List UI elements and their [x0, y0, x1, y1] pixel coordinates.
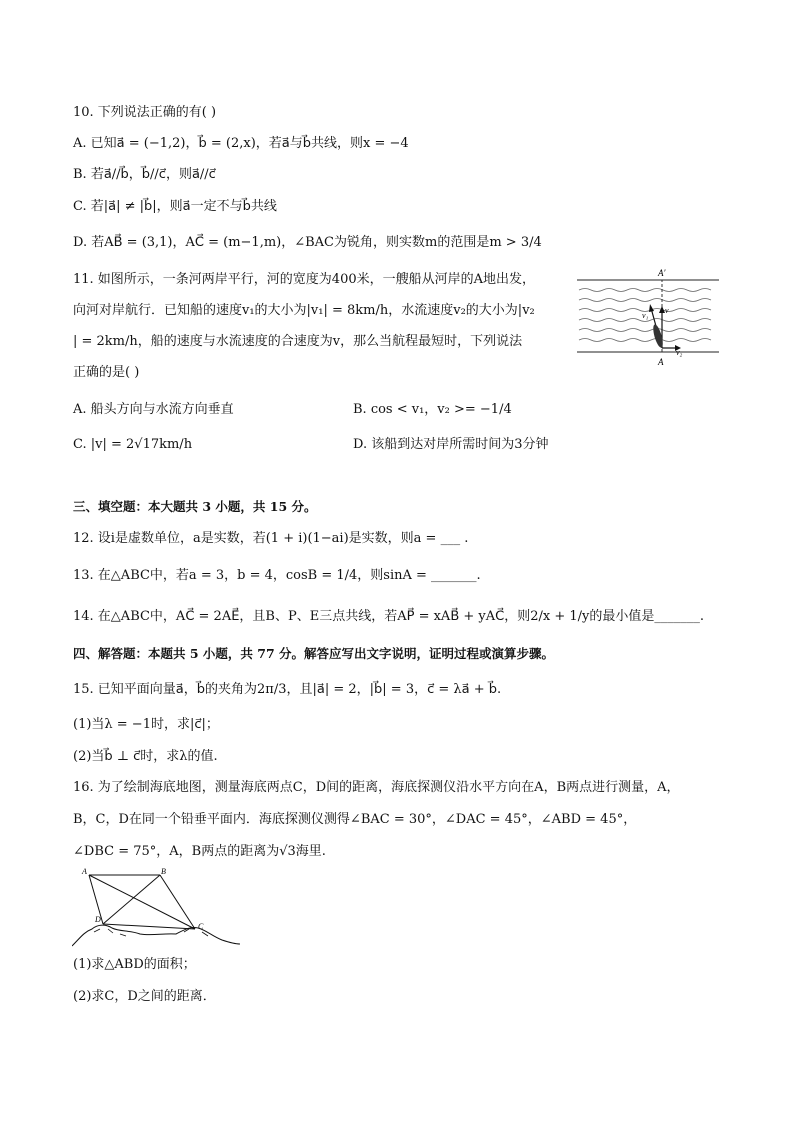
q11-line-2: 向河对岸航行．已知船的速度v₁的大小为|v₁| = 8km/h，水流速度v₂的大小为|v₂ — [73, 303, 535, 318]
label-a: A — [82, 867, 87, 876]
label-v2: v₂ — [676, 348, 683, 357]
q11-line-3: | = 2km/h，船的速度与水流速度的合速度为v，那么当航程最短时，下列说法 — [73, 334, 523, 349]
label-v: v — [665, 306, 669, 315]
q16-line-3: ∠DBC = 75°，A，B两点的距离为√3海里. — [73, 844, 326, 859]
label-v1: v₁ — [642, 311, 649, 320]
river-figure — [577, 266, 719, 368]
q15-part-1: (1)当λ = −1时，求|c⃗|； — [73, 717, 219, 732]
q16-part-1: (1)求△ABD的面积； — [73, 957, 196, 972]
seabed-figure — [72, 866, 242, 948]
q16-line-1: 16. 为了绘制海底地图，测量海底两点C，D间的距离，海底探测仪沿水平方向在A，B两点进行测量，A， — [73, 780, 680, 795]
boat-icon — [651, 324, 664, 349]
q13: 13. 在△ABC中，若a = 3，b = 4，cosB = 1/4，则sinA = _______. — [73, 568, 481, 583]
q11-option-c: C. |v| = 2√17km/h — [73, 437, 193, 452]
q11-option-d: D. 该船到达对岸所需时间为3分钟 — [353, 437, 549, 452]
q11-option-a: A. 船头方向与水流方向垂直 — [73, 402, 234, 417]
q10-option-c: C. 若|a⃗| ≠ |b⃗|，则a⃗一定不与b⃗共线 — [73, 199, 277, 214]
q15-stem: 15. 已知平面向量a⃗，b⃗的夹角为2π/3，且|a⃗| = 2，|b⃗| = 3，c⃗ = λa⃗ + b⃗. — [73, 682, 502, 697]
label-b: B — [161, 867, 166, 876]
section-4-heading: 四、解答题：本题共 5 小题，共 77 分。解答应写出文字说明，证明过程或演算步骤。 — [73, 646, 555, 661]
q15-part-2: (2)当b⃗ ⊥ c⃗时，求λ的值. — [73, 749, 218, 764]
label-d: D — [95, 915, 101, 924]
q14: 14. 在△ABC中，AC⃗ = 2AE⃗，且B、P、E三点共线，若AP⃗ = xAB⃗ + yAC⃗，则2/x + 1/y的最小值是_______. — [73, 609, 704, 624]
q10-option-a: A. 已知a⃗ = (−1,2)，b⃗ = (2,x)，若a⃗与b⃗共线，则x = −4 — [73, 136, 409, 151]
label-a: A — [658, 357, 664, 367]
q10-option-b: B. 若a⃗//b⃗，b⃗//c⃗，则a⃗//c⃗ — [73, 167, 216, 182]
q11-option-b: B. cos < v₁，v₂ >= −1/4 — [353, 402, 512, 417]
label-c: C — [198, 922, 204, 931]
q16-line-2: B，C，D在同一个铅垂平面内．海底探测仪测得∠BAC = 30°，∠DAC = 45°，∠ABD = 45°， — [73, 812, 637, 827]
q16-part-2: (2)求C，D之间的距离． — [73, 989, 216, 1004]
q11-line-1: 11. 如图所示，一条河两岸平行，河的宽度为400米，一艘船从河岸的A地出发， — [73, 272, 536, 287]
label-a-prime: A′ — [658, 268, 666, 278]
section-3-heading: 三、填空题：本大题共 3 小题，共 15 分。 — [73, 499, 317, 514]
q12: 12. 设i是虚数单位，a是实数，若(1 + i)(1−ai)是实数，则a = ___ . — [73, 531, 469, 546]
q10-option-d: D. 若AB⃗ = (3,1)，AC⃗ = (m−1,m)，∠BAC为锐角，则实数m的范围是m > 3/4 — [73, 235, 542, 250]
q10-stem: 10. 下列说法正确的有( ) — [73, 105, 217, 120]
q11-line-4: 正确的是( ) — [73, 365, 140, 380]
